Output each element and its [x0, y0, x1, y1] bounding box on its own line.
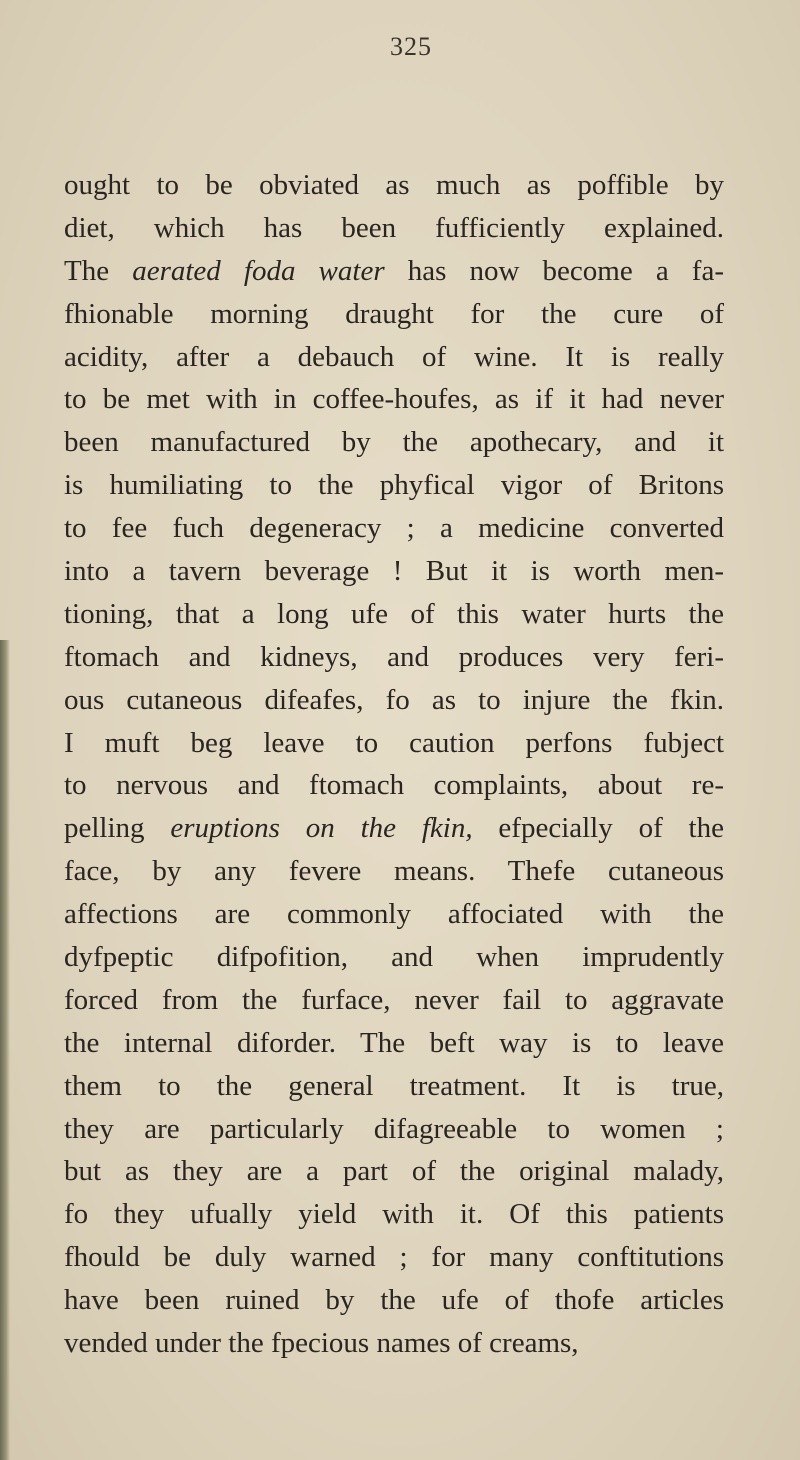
- text-line: [64, 250, 724, 293]
- text-line: ous cutaneous difeafes, fo as to injure the fkin.: [64, 683, 724, 716]
- text-line: the internal diforder. The beft way is to leave: [64, 1026, 724, 1059]
- text-line: face, by any fevere means. Thefe cutaneous: [64, 855, 724, 888]
- text-line-start: pelling: [64, 812, 171, 845]
- text-line-end: efpecially of the: [472, 812, 724, 845]
- text-line: them to the general treatment. It is true,: [64, 1069, 724, 1102]
- italic-phrase: eruptions on the fkin,: [170, 812, 473, 845]
- text-line: to nervous and ftomach complaints, about re-: [64, 769, 724, 802]
- text-line: is humiliating to the phyfical vigor of Britons: [64, 469, 724, 502]
- text-line: fhionable morning draught for the cure of: [64, 297, 724, 330]
- text-line: they are particularly difagreeable to women ;: [64, 1112, 724, 1145]
- text-line: affections are commonly affociated with the: [64, 898, 724, 931]
- text-line-start: The: [64, 254, 133, 287]
- text-line-end: has now become a fa-: [384, 254, 724, 287]
- text-line: to be met with in coffee-houfes, as if it had never: [64, 383, 724, 416]
- page-binding-edge: [0, 640, 10, 1460]
- text-line: acidity, after a debauch of wine. It is really: [64, 340, 724, 373]
- page-number: 325: [390, 32, 432, 61]
- text-line: I muft beg leave to caution perfons fubject: [64, 726, 724, 759]
- text-line: but as they are a part of the original malady,: [64, 1155, 724, 1188]
- text-line: fo they ufually yield with it. Of this patients: [64, 1198, 724, 1231]
- text-line: ought to be obviated as much as poffible by: [64, 169, 724, 201]
- text-line: fhould be duly warned ; for many conftitutions: [64, 1241, 724, 1274]
- text-line: vended under the fpecious names of creams,: [64, 1327, 579, 1360]
- body-text: [64, 164, 724, 1365]
- text-line: diet, which has been fufficiently explained.: [64, 211, 724, 244]
- text-line: ftomach and kidneys, and produces very feri-: [64, 640, 724, 673]
- text-line: been manufactured by the apothecary, and it: [64, 426, 724, 459]
- italic-phrase: aerated foda water: [132, 254, 385, 287]
- text-line: dyfpeptic difpofition, and when imprudently: [64, 941, 724, 974]
- text-line: have been ruined by the ufe of thofe articles: [64, 1284, 724, 1317]
- text-line: to fee fuch degeneracy ; a medicine converted: [64, 512, 724, 545]
- text-line: [64, 807, 724, 850]
- text-line: tioning, that a long ufe of this water hurts the: [64, 597, 724, 630]
- text-line: forced from the furface, never fail to aggravate: [64, 983, 724, 1016]
- text-line: into a tavern beverage ! But it is worth men-: [64, 555, 724, 588]
